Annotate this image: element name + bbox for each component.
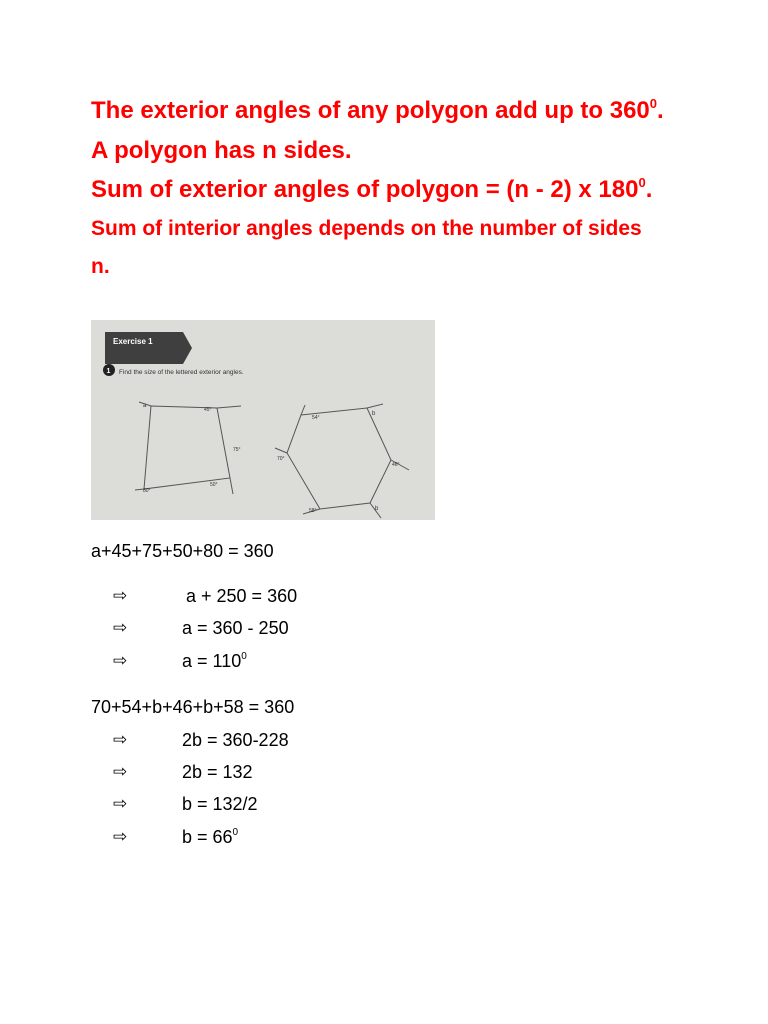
- heading-text: Sum of interior angles depends on the number of sides: [91, 217, 642, 240]
- angle-80-label: 80°: [143, 488, 151, 494]
- heading-period: .: [657, 97, 664, 124]
- angle-70-label: 70°: [277, 456, 285, 462]
- step-b-2: 2b = 132: [182, 762, 253, 782]
- implies-arrow-icon: ⇨: [113, 586, 128, 606]
- angle-a-label: a: [143, 403, 147, 409]
- angle-58-label: 58°: [309, 508, 317, 514]
- angle-45-label: 45°: [204, 407, 212, 413]
- angle-b-bottom-label: b: [375, 506, 379, 512]
- exercise-banner-label: Exercise 1: [113, 337, 153, 346]
- heading-text: Sum of exterior angles of polygon = (n - 2) x 180: [91, 176, 639, 203]
- angle-b-top-label: b: [372, 411, 376, 417]
- angle-75-label: 75°: [233, 447, 241, 453]
- step-text: b = 66: [182, 827, 233, 847]
- heading-text: n.: [91, 255, 110, 278]
- angle-50-label: 50°: [210, 482, 218, 488]
- step-b-1: 2b = 360-228: [182, 730, 289, 750]
- heading-n-sides: [91, 137, 351, 165]
- angle-54-label: 54°: [312, 415, 320, 421]
- equation-b: 70+54+b+46+b+58 = 360: [91, 697, 295, 717]
- step-b-3: b = 132/2: [182, 794, 258, 814]
- degree-superscript: 0: [241, 651, 247, 662]
- heading-exterior-sum: [91, 97, 664, 125]
- implies-arrow-icon: ⇨: [113, 618, 128, 638]
- step-text: a = 110: [182, 651, 242, 671]
- implies-arrow-icon: ⇨: [113, 651, 128, 671]
- exercise-photo: [91, 320, 435, 520]
- heading-interior-sides: [91, 216, 642, 242]
- implies-arrow-icon: ⇨: [113, 730, 128, 750]
- step-b-4: [182, 826, 238, 848]
- degree-superscript: 0: [638, 175, 646, 190]
- step-a-2: a = 360 - 250: [182, 618, 289, 638]
- heading-text: The exterior angles of any polygon add up to 360: [91, 97, 650, 124]
- heading-n: [91, 254, 110, 280]
- equation-a: a+45+75+50+80 = 360: [91, 541, 274, 561]
- step-a-1: a + 250 = 360: [186, 586, 298, 606]
- exercise-diagram: [91, 320, 435, 520]
- heading-text: A polygon has n sides.: [91, 137, 352, 164]
- step-a-3: [182, 650, 247, 672]
- implies-arrow-icon: ⇨: [113, 827, 128, 847]
- degree-superscript: 0: [649, 96, 657, 111]
- heading-formula: [91, 176, 652, 204]
- angle-46-label: 46°: [392, 462, 400, 468]
- question-number: 1: [106, 368, 111, 375]
- exercise-instruction: Find the size of the lettered exterior angles.: [119, 369, 244, 376]
- degree-superscript: 0: [232, 827, 239, 838]
- implies-arrow-icon: ⇨: [113, 762, 128, 782]
- implies-arrow-icon: ⇨: [113, 794, 128, 814]
- heading-period: .: [645, 176, 653, 203]
